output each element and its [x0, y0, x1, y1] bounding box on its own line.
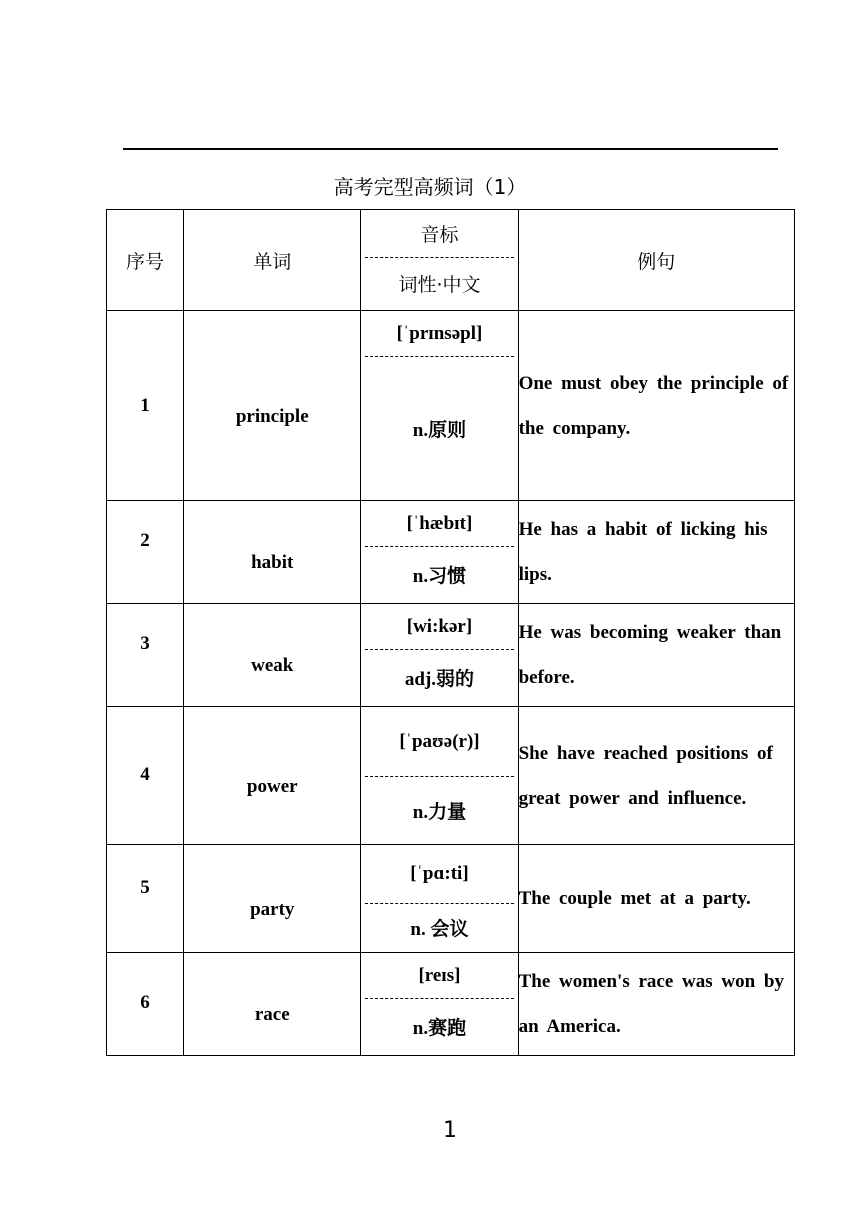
page-number: 1 — [443, 1118, 457, 1143]
row-phonetic: [ˈpaʊə(r)] — [365, 707, 513, 777]
row-number: 2 — [107, 501, 184, 604]
row-phonetic-cell — [361, 707, 518, 845]
row-phonetic-cell — [361, 604, 518, 707]
row-phonetic: [ˈprɪnsəpl] — [365, 311, 513, 357]
row-example: She have reached positions of great power and influence. — [518, 707, 794, 845]
header-pos-meaning: 词性·中文 — [398, 274, 481, 296]
table-row — [107, 707, 795, 845]
row-phonetic: [wi:kər] — [365, 604, 513, 650]
row-word: weak — [184, 604, 361, 707]
row-word: habit — [184, 501, 361, 604]
header-phonetic-cell — [361, 210, 518, 311]
table-header-row — [107, 210, 795, 311]
row-example: He was becoming weaker than before. — [518, 604, 794, 707]
table-row — [107, 311, 795, 501]
row-meaning: n.习惯 — [412, 566, 467, 587]
row-meaning: adj.弱的 — [404, 669, 475, 690]
row-word: power — [184, 707, 361, 845]
row-number: 4 — [107, 707, 184, 845]
row-phonetic-cell — [361, 953, 518, 1056]
row-number: 5 — [107, 845, 184, 953]
row-example: The women's race was won by an America. — [518, 953, 794, 1056]
header-number: 序号 — [107, 210, 184, 311]
row-phonetic: [ˈpɑ:ti] — [365, 845, 513, 904]
row-number: 1 — [107, 311, 184, 501]
vocabulary-table — [106, 209, 795, 1056]
row-phonetic-cell — [361, 845, 518, 953]
row-meaning: n.赛跑 — [412, 1018, 467, 1039]
row-phonetic-cell — [361, 501, 518, 604]
row-number: 6 — [107, 953, 184, 1056]
row-phonetic-cell — [361, 311, 518, 501]
header-word: 单词 — [184, 210, 361, 311]
document-title: 高考完型高频词（1） — [333, 175, 527, 199]
row-example: He has a habit of licking his lips. — [518, 501, 794, 604]
row-meaning: n. 会议 — [410, 919, 469, 940]
row-word: party — [184, 845, 361, 953]
top-rule — [123, 148, 778, 150]
table-row — [107, 845, 795, 953]
table-row — [107, 604, 795, 707]
row-meaning: n.力量 — [412, 801, 467, 823]
row-meaning: n.原则 — [412, 419, 467, 441]
row-example: The couple met at a party. — [518, 845, 794, 953]
table-row — [107, 501, 795, 604]
header-phonetic: 音标 — [365, 210, 513, 258]
row-number: 3 — [107, 604, 184, 707]
row-word: principle — [184, 311, 361, 501]
row-example: One must obey the principle of the company. — [518, 311, 794, 501]
row-phonetic: [reɪs] — [365, 953, 513, 999]
row-word: race — [184, 953, 361, 1056]
header-example: 例句 — [518, 210, 794, 311]
row-phonetic: [ˈhæbɪt] — [365, 501, 513, 547]
table-row — [107, 953, 795, 1056]
